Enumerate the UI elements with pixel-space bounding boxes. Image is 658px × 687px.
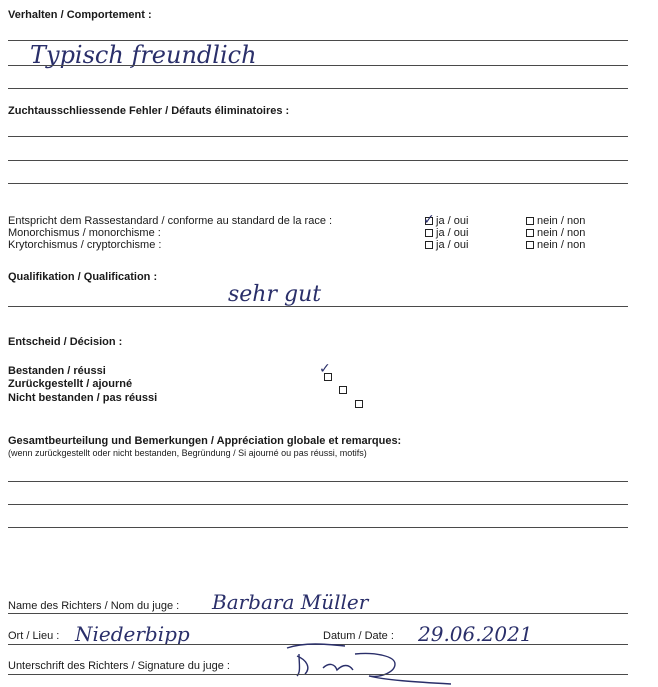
remarks-line-3 [8, 527, 628, 528]
faults-line-1 [8, 136, 628, 137]
no-label: nein / non [537, 215, 586, 227]
faults-line-2 [8, 160, 628, 161]
decision-failed-checkbox[interactable] [355, 400, 363, 408]
yes-checkbox[interactable] [425, 241, 433, 249]
decision-label: Entscheid / Décision : [8, 336, 123, 348]
yes-label: ja / oui [436, 227, 469, 239]
judge-name-value[interactable]: Barbara Müller [212, 590, 369, 614]
judge-name-label: Name des Richters / Nom du juge : [8, 600, 180, 612]
yes-option[interactable] [425, 239, 468, 251]
yes-label: ja / oui [436, 239, 469, 251]
remarks-label: Gesamtbeurteilung und Bemerkungen / Appréciation globale et remarques: [8, 435, 402, 447]
decision-option-label: Nicht bestanden / pas réussi [8, 392, 158, 404]
qualification-handwritten[interactable]: sehr gut [228, 282, 322, 307]
qualification-line [8, 306, 628, 307]
behaviour-line-3 [8, 88, 628, 89]
date-label: Datum / Date : [323, 630, 394, 642]
remarks-note: (wenn zurückgestellt oder nicht bestanden, Begründung / Si ajourné ou pas réussi, motifs) [8, 448, 367, 458]
behaviour-label: Verhalten / Comportement : [8, 9, 152, 21]
qualification-label: Qualifikation / Qualification : [8, 271, 158, 283]
no-checkbox[interactable] [526, 217, 534, 225]
faults-label: Zuchtausschliessende Fehler / Défauts éliminatoires : [8, 105, 290, 117]
standard-row-label: Monorchismus / monorchisme : [8, 227, 161, 239]
decision-option-label: Zurückgestellt / ajourné [8, 378, 133, 390]
judge-name-line [8, 613, 628, 614]
place-value[interactable]: Niederbipp [75, 622, 190, 646]
no-checkbox[interactable] [526, 229, 534, 237]
behaviour-handwritten[interactable]: Typisch freundlich [30, 41, 257, 69]
remarks-line-1 [8, 481, 628, 482]
no-option[interactable] [526, 227, 585, 239]
signature-mark [285, 634, 455, 686]
place-label: Ort / Lieu : [8, 630, 60, 642]
decision-option-label: Bestanden / réussi [8, 365, 106, 377]
remarks-line-2 [8, 504, 628, 505]
no-option[interactable] [526, 239, 585, 251]
yes-label: ja / oui [436, 215, 469, 227]
decision-deferred-checkbox[interactable] [339, 386, 347, 394]
standard-row-label: Entspricht dem Rassestandard / conforme au standard de la race : [8, 215, 333, 227]
no-label: nein / non [537, 227, 586, 239]
date-value[interactable]: 29.06.2021 [418, 622, 533, 646]
signature-line [8, 674, 628, 675]
signature-label: Unterschrift des Richters / Signature du juge : [8, 660, 230, 672]
no-label: nein / non [537, 239, 586, 251]
standard-row-label: Krytorchismus / cryptorchisme : [8, 239, 162, 251]
check-mark-icon: ✓ [319, 361, 331, 377]
faults-line-3 [8, 183, 628, 184]
check-mark-icon: ✓ [423, 212, 435, 228]
yes-checkbox[interactable] [425, 229, 433, 237]
no-checkbox[interactable] [526, 241, 534, 249]
behaviour-line-2 [8, 65, 628, 66]
no-option[interactable] [526, 215, 585, 227]
yes-option[interactable] [425, 227, 468, 239]
